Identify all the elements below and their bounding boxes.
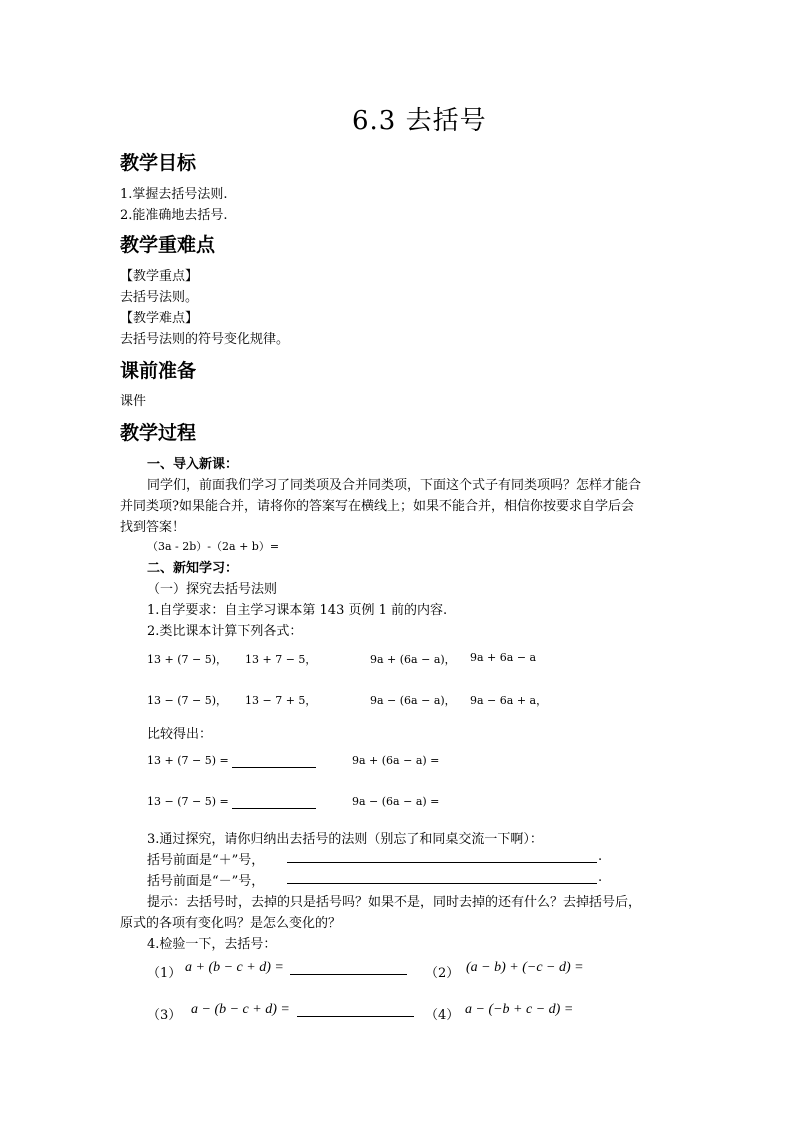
- step-1: 1.自学要求：自主学习课本第 143 页例 1 前的内容.: [147, 603, 448, 618]
- compare-1-blank[interactable]: [232, 755, 316, 768]
- exercise-1-blank[interactable]: [290, 962, 407, 975]
- rule-plus-blank[interactable]: [287, 850, 597, 863]
- key-text: 去括号法则。: [120, 290, 199, 305]
- compare-2-blank[interactable]: [232, 796, 316, 809]
- goal-item-1: 1.掌握去括号法则.: [120, 187, 228, 202]
- difficulty-label: 【教学难点】: [120, 311, 199, 326]
- rule-minus-period: .: [598, 870, 603, 885]
- exercise-2-expression: (a − b) + (−c − d) =: [466, 960, 584, 975]
- key-label: 【教学重点】: [120, 269, 199, 284]
- compare-label: 比较得出：: [147, 727, 213, 742]
- exercise-3-expression: a − (b − c + d) =: [191, 1002, 290, 1017]
- new-learning-title: 二、新知学习：: [147, 561, 239, 576]
- expr-row1-c: 9a + (6a − a)，: [370, 653, 456, 666]
- exercise-3-blank[interactable]: [297, 1004, 414, 1017]
- compare-1-right: 9a + (6a − a) =: [352, 754, 440, 767]
- expr-row2-a: 13 − (7 − 5)，: [147, 694, 227, 707]
- hint-line-1: 提示：去括号时，去掉的只是括号吗？如果不是，同时去掉的还有什么？去掉括号后，: [147, 895, 642, 910]
- rule-minus-blank[interactable]: [287, 871, 597, 884]
- page-title: 6.3 去括号: [352, 106, 487, 136]
- exercise-1-number: （1）: [147, 966, 182, 981]
- subsection-1: （一）探究去括号法则: [147, 582, 278, 597]
- step-4: 4.检验一下，去括号：: [147, 937, 277, 952]
- difficulty-text: 去括号法则的符号变化规律。: [120, 332, 290, 347]
- exercise-2-number: （2）: [425, 966, 460, 981]
- heading-teaching-process: 教学过程: [120, 422, 197, 444]
- goal-item-2: 2.能准确地去括号.: [120, 208, 228, 223]
- heading-key-points: 教学重难点: [120, 234, 216, 256]
- exercise-3-number: （3）: [147, 1008, 182, 1023]
- step-3: 3.通过探究，请你归纳出去括号的法则（别忘了和同桌交流一下啊）：: [147, 832, 543, 847]
- rule-plus-label: 括号前面是“＋”号，: [147, 853, 265, 868]
- exercise-4-number: （4）: [425, 1008, 460, 1023]
- preparation-text: 课件: [120, 394, 147, 409]
- step-2: 2.类比课本计算下列各式：: [147, 624, 303, 639]
- compare-2-right: 9a − (6a − a) =: [352, 795, 440, 808]
- exercise-4-expression: a − (−b + c − d) =: [465, 1002, 574, 1017]
- rule-minus-label: 括号前面是“－”号，: [147, 874, 265, 889]
- hint-line-2: 原式的各项有变化吗？是怎么变化的？: [120, 916, 342, 931]
- compare-1-left: 13 + (7 − 5) =: [147, 754, 229, 767]
- intro-line-2: 并同类项?如果能合并，请将你的答案写在横线上；如果不能合并，相信你按要求自学后会: [120, 499, 634, 514]
- heading-preparation: 课前准备: [120, 360, 197, 382]
- expr-row2-d: 9a − 6a + a，: [470, 694, 548, 707]
- intro-title: 一、导入新课：: [147, 457, 239, 472]
- expr-row1-d: 9a + 6a − a: [470, 651, 537, 664]
- rule-plus-period: .: [598, 849, 603, 864]
- intro-line-1: 同学们，前面我们学习了同类项及合并同类项，下面这个式子有同类项吗？怎样才能合: [147, 478, 642, 493]
- expr-row2-b: 13 − 7 + 5，: [245, 694, 317, 707]
- exercise-1-expression: a + (b − c + d) =: [185, 960, 284, 975]
- heading-teaching-goals: 教学目标: [120, 152, 197, 174]
- intro-expression: （3a - 2b）-（2a + b）=: [147, 540, 280, 553]
- expr-row1-b: 13 + 7 − 5，: [245, 653, 317, 666]
- compare-2-left: 13 − (7 − 5) =: [147, 795, 229, 808]
- intro-line-3: 找到答案！: [120, 520, 186, 535]
- expr-row1-a: 13 + (7 − 5)，: [147, 653, 227, 666]
- expr-row2-c: 9a − (6a − a)，: [370, 694, 456, 707]
